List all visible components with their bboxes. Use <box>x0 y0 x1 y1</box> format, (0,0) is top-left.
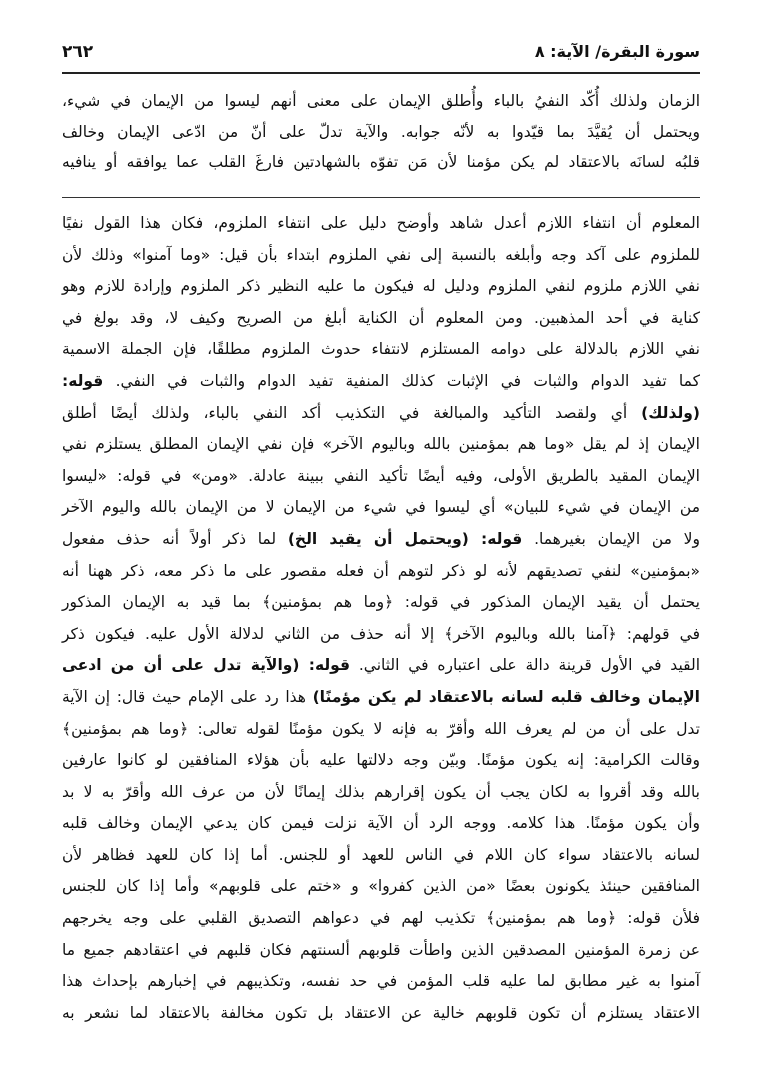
main-text-line <box>62 86 700 117</box>
commentary-line <box>62 366 700 398</box>
text-segment: في قولهم: ﴿آمنا بالله وباليوم الآخر﴾ إلا أنه حذف من الثاني لدلالة الأول عليه. فيكون ذكر <box>62 624 700 643</box>
text-segment: ويحتمل أن يُقيَّدَ بما قيّدوا به لأنّه جوابه. والآية تدلّ على أنّ من ادّعى الإيمان وخالف <box>62 122 700 141</box>
commentary-line <box>62 745 700 777</box>
commentary-line <box>62 461 700 493</box>
commentary-line <box>62 556 700 588</box>
bold-quote-segment: الإيمان وخالف قلبه لسانه بالاعتقاد لم يكن مؤمنًا) <box>312 687 700 706</box>
page-number: ٢٦٢ <box>62 42 94 62</box>
page-header <box>62 42 700 68</box>
commentary-line <box>62 714 700 746</box>
text-segment: هذا رد على الإمام حيث قال: إن الآية <box>62 687 313 706</box>
commentary-line <box>62 998 700 1030</box>
text-segment: من الإيمان في شيء للبيان» أي ليسوا في شيء من الإيمان لا من الإيمان بالله واليوم الآخر <box>62 498 700 517</box>
header-rule <box>62 72 700 74</box>
text-segment: نفي اللازم ملزوم لنفي الملزوم ودليل له فيكون ما عليه النظير ذكر الملزوم وإرادة للازم وهو <box>62 277 700 296</box>
text-segment: آمنوا به غير مطابق لما عليه قلب المؤمن في حد نفسه، وتكذيبهم في إخبارهم بإحداث هذا <box>62 972 700 991</box>
text-segment: قلبُه لسانَه بالاعتقاد لم يكن مؤمنا لأن مَن تفوّه بالشهادتين فارغَ القلب عما يوافقه أو ينافيه <box>62 153 700 171</box>
main-text-line <box>62 147 700 178</box>
main-text <box>62 86 700 178</box>
text-segment: عن زمرة المؤمنين المصدقين الذين واطأت قلوبهم ألسنتهم فكان قلبهم في اعتقادهم جميع ما <box>62 940 700 959</box>
text-segment: «بمؤمنين» لنفي تصديقهم لأنه لو ذكر لتوهم أن فعله مقصور على ما ذكر معه، ذكر ههنا أنه <box>62 561 700 580</box>
commentary-line <box>62 935 700 967</box>
text-segment: القيد في الأول قرينة دالة على اعتباره في الثاني. <box>350 656 700 675</box>
text-segment: يحتمل أن يقيد الإيمان المذكور في قوله: ﴿وما هم بمؤمنين﴾ بما قيد به الإيمان المذكور <box>62 593 700 612</box>
text-segment: ولا من الإيمان بغيرهما. <box>522 529 700 548</box>
text-segment: فلأن قوله: ﴿وما هم بمؤمنين﴾ تكذيب لهم في دعواهم التصديق القلبي على وجه يخرجهم <box>62 909 700 928</box>
commentary-line <box>62 334 700 366</box>
text-segment: بالله وقد أقروا به لكان يجب أن يكون إقرارهم بذلك إيمانًا لأن من عرف الله وأقرّ به لا بد <box>62 782 700 801</box>
text-segment: لسانه بالاعتقاد سواء كان اللام في الناس للعهد أو للجنس. أما إذا كان للعهد فظاهر لأن <box>62 845 700 864</box>
text-segment: للملزوم على آكد وجه وأبلغه بالنسبة إلى نفي الملزوم ابتداء بأن قيل: «وما آمنوا» وذلك لأن <box>62 245 700 264</box>
text-segment: الزمان ولذلك أُكّد النفيُ بالباء وأُطلق الإيمان على معنى أنهم ليسوا من الإيمان في شيء، <box>62 92 700 110</box>
text-segment: الإيمان إذ لم يقل «وما هم بمؤمنين بالله وباليوم الآخر» فإن نفي الإيمان المطلق يستلزم نفي <box>62 435 700 454</box>
text-segment: أي ولقصد التأكيد والمبالغة في التكذيب أكد النفي بالباء، ولذلك أيضًا أطلق <box>62 403 642 422</box>
commentary-line <box>62 777 700 809</box>
text-segment: الإيمان المقيد بالطريق الأولى، وفيه أيضًا تأكيد النفي ببينة عادلة. «ومن» في قوله: «ليسوا <box>62 466 700 485</box>
commentary-line <box>62 492 700 524</box>
text-segment: الاعتقاد يستلزم أن تكون قلوبهم خالية عن الاعتقاد بل تكون مخالفة بالاعتقاد لما نشعر به <box>62 1003 700 1022</box>
commentary-line <box>62 650 700 682</box>
commentary-line <box>62 587 700 619</box>
bold-quote-segment: قوله: (والآية تدل على أن من ادعى <box>62 656 351 675</box>
running-title: سورة البقرة/ الآية: ٨ <box>534 42 700 61</box>
commentary-line <box>62 271 700 303</box>
bold-quote-segment: قوله: (ويحتمل أن يقيد الخ) <box>287 529 523 548</box>
commentary-line <box>62 808 700 840</box>
commentary-line <box>62 903 700 935</box>
commentary-line <box>62 303 700 335</box>
commentary-line <box>62 524 700 556</box>
text-segment: نفي اللازم بالدلالة على دوامه المستلزم لانتفاء حدوث الملزوم مطلقًا، فإن الجملة الاسمية <box>62 340 700 359</box>
commentary-separator <box>62 197 700 198</box>
text-segment: وقالت الكرامية: إنه يكون مؤمنًا. وبيّن وجه دلالتها عليه بأن هؤلاء المنافقين لو كانوا عارفين <box>62 751 700 770</box>
commentary-line <box>62 871 700 903</box>
commentary-line <box>62 966 700 998</box>
text-segment: كناية في أحد المذهبين. ومن المعلوم أن الكناية أبلغ من الصريح وكيف لا، وقد بولغ في <box>62 308 700 327</box>
commentary-text <box>62 208 700 1029</box>
commentary-line <box>62 682 700 714</box>
text-segment: المعلوم أن انتفاء اللازم أعدل شاهد وأوضح دليل على انتفاء الملزوم، فكان هذا القول نفيًا <box>62 214 700 232</box>
text-segment: لما ذكر أولاً أنه حذف مفعول <box>62 529 288 548</box>
bold-quote-segment: (ولذلك) <box>641 403 700 422</box>
text-segment: تدل على أن من لم يعرف الله وأقرّ به فإنه لا يكون مؤمنًا لقوله تعالى: ﴿وما هم بمؤمنين﴾ <box>62 719 700 738</box>
bold-quote-segment: قوله: <box>62 371 104 390</box>
commentary-line <box>62 429 700 461</box>
commentary-line <box>62 208 700 240</box>
text-segment: كما تفيد الدوام والثبات في الإثبات كذلك المنفية تفيد الدوام والثبات في النفي. <box>103 371 700 390</box>
commentary-line <box>62 619 700 651</box>
commentary-line <box>62 840 700 872</box>
text-segment: وأن يكون مؤمنًا. هذا كلامه. ووجه الرد أن الآية نزلت فيمن كان يدعي الإيمان وخالف قلبه <box>62 814 700 833</box>
commentary-line <box>62 398 700 430</box>
commentary-line <box>62 240 700 272</box>
main-text-line <box>62 117 700 148</box>
text-segment: المنافقين حينئذ يكونون بعضًا «من الذين كفروا» و «ختم على قلوبهم» وأما إذا كان للجنس <box>62 877 700 896</box>
